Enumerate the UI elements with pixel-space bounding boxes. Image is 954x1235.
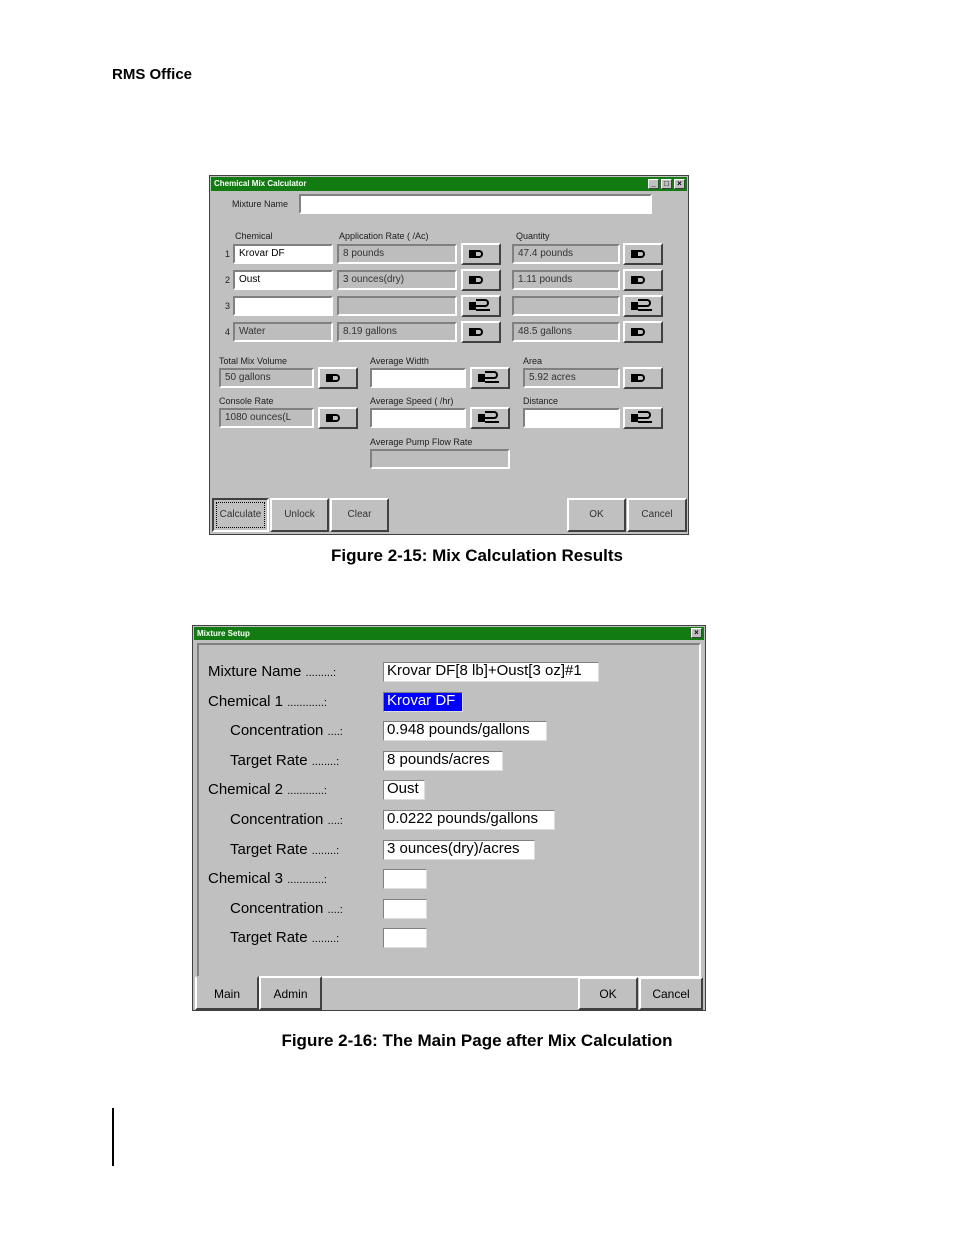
lock-open-icon	[631, 414, 638, 422]
minimize-icon[interactable]: _	[648, 179, 659, 189]
row-number: 3	[225, 301, 231, 311]
rate-2-lock-button[interactable]	[461, 269, 501, 291]
rate-2-field: 3 ounces(dry)	[337, 270, 457, 290]
area-lock-button[interactable]	[623, 367, 663, 389]
setup-field-label	[230, 752, 339, 769]
chemical-2-input[interactable]: Oust	[233, 270, 333, 290]
setup-field-label-dots: ........:	[311, 933, 340, 945]
setup-field-label-dots: ........:	[311, 845, 340, 857]
setup-field-value[interactable]	[383, 928, 427, 948]
close-icon[interactable]: ×	[674, 179, 685, 189]
setup-field-label-dots: ............:	[287, 874, 327, 886]
title-bar	[194, 627, 704, 640]
rate-1-lock-button[interactable]	[461, 243, 501, 265]
maximize-icon[interactable]: □	[661, 179, 672, 189]
area-label: Area	[523, 356, 543, 366]
quantity-4-lock-button[interactable]	[623, 321, 663, 343]
chemical-3-input[interactable]	[233, 296, 333, 316]
row-number: 1	[225, 249, 231, 259]
clear-button[interactable]: Clear	[330, 498, 389, 532]
chemical-column-header: Chemical	[235, 231, 273, 241]
distance-label: Distance	[523, 396, 559, 406]
setup-field-label	[208, 663, 336, 680]
average-speed-label: Average Speed ( /hr)	[370, 396, 454, 406]
average-width-unlock-button[interactable]	[470, 367, 510, 389]
setup-field-label-dots: ........:	[311, 756, 340, 768]
quantity-3-unlock-button[interactable]	[623, 295, 663, 317]
console-rate-field: 1080 ounces(L	[219, 408, 314, 428]
setup-field-label	[208, 693, 327, 710]
quantity-4-field: 48.5 gallons	[512, 322, 620, 342]
quantity-3-field	[512, 296, 620, 316]
chemical-4-field: Water	[233, 322, 333, 342]
window-title: Mixture Setup	[197, 629, 250, 638]
window-title: Chemical Mix Calculator	[214, 179, 307, 188]
mixture-name-input[interactable]	[299, 194, 652, 214]
lock-closed-icon	[469, 250, 476, 258]
quantity-2-field: 1.11 pounds	[512, 270, 620, 290]
setup-field-label	[230, 841, 339, 858]
quantity-2-lock-button[interactable]	[623, 269, 663, 291]
tab-main[interactable]: Main	[195, 976, 259, 1010]
lock-closed-icon	[631, 328, 638, 336]
setup-field-label-text: Target Rate	[230, 752, 308, 769]
setup-field-value[interactable]: Krovar DF	[383, 692, 463, 712]
setup-field-label-dots: ....:	[327, 904, 343, 916]
console-rate-lock-button[interactable]	[318, 407, 358, 429]
row-number: 4	[225, 327, 231, 337]
setup-field-value[interactable]: 0.948 pounds/gallons	[383, 721, 547, 741]
lock-open-icon	[478, 374, 485, 382]
figure-caption-2-16: Figure 2-16: The Main Page after Mix Calculation	[281, 1031, 673, 1050]
lock-open-icon	[631, 302, 638, 310]
setup-field-label-text: Concentration	[230, 900, 324, 917]
lock-closed-icon	[631, 374, 638, 382]
setup-field-label-dots: ............:	[287, 785, 327, 797]
rate-3-unlock-button[interactable]	[461, 295, 501, 317]
chemical-1-input[interactable]: Krovar DF	[233, 244, 333, 264]
tab-admin[interactable]: Admin	[259, 976, 322, 1010]
figure-caption-2-15: Figure 2-15: Mix Calculation Results	[331, 546, 623, 565]
title-bar	[211, 177, 687, 191]
setup-field-value[interactable]: 0.0222 pounds/gallons	[383, 810, 555, 830]
average-pump-flow-rate-label: Average Pump Flow Rate	[370, 437, 473, 447]
setup-field-label-text: Chemical 1	[208, 693, 284, 710]
quantity-1-field: 47.4 pounds	[512, 244, 620, 264]
ok-button[interactable]: OK	[567, 498, 626, 532]
margin-rule	[112, 1108, 114, 1166]
setup-field-label-text: Concentration	[230, 811, 324, 828]
average-speed-input[interactable]	[370, 408, 466, 428]
setup-field-label	[208, 870, 327, 887]
average-width-input[interactable]	[370, 368, 466, 388]
lock-closed-icon	[631, 276, 638, 284]
application-rate-column-header: Application Rate ( /Ac)	[339, 231, 429, 241]
lock-open-icon	[469, 302, 476, 310]
close-icon[interactable]: ×	[691, 628, 702, 638]
cancel-button[interactable]: Cancel	[639, 977, 703, 1010]
lock-closed-icon	[469, 328, 476, 336]
total-mix-lock-button[interactable]	[318, 367, 358, 389]
row-number: 2	[225, 275, 231, 285]
total-mix-volume-label: Total Mix Volume	[219, 356, 288, 366]
console-rate-label: Console Rate	[219, 396, 274, 406]
chemical-mix-calculator-window	[209, 175, 689, 535]
setup-field-value[interactable]: 8 pounds/acres	[383, 751, 503, 771]
setup-field-value[interactable]	[383, 899, 427, 919]
ok-button[interactable]: OK	[578, 977, 638, 1010]
average-width-label: Average Width	[370, 356, 429, 366]
setup-field-label-text: Mixture Name	[208, 663, 302, 680]
setup-field-value[interactable]: Krovar DF[8 lb]+Oust[3 oz]#1	[383, 662, 599, 682]
rate-1-field: 8 pounds	[337, 244, 457, 264]
quantity-column-header: Quantity	[516, 231, 550, 241]
distance-unlock-button[interactable]	[623, 407, 663, 429]
lock-open-icon	[478, 414, 485, 422]
setup-field-label-dots: ............:	[287, 697, 327, 709]
setup-field-label	[208, 781, 327, 798]
area-field: 5.92 acres	[523, 368, 620, 388]
setup-field-value[interactable]	[383, 869, 427, 889]
rate-4-field: 8.19 gallons	[337, 322, 457, 342]
cancel-button[interactable]: Cancel	[627, 498, 687, 532]
setup-field-value[interactable]: Oust	[383, 780, 425, 800]
setup-field-label-text: Concentration	[230, 722, 324, 739]
setup-field-label	[230, 722, 343, 739]
setup-field-label-text: Target Rate	[230, 929, 308, 946]
distance-input[interactable]	[523, 408, 620, 428]
setup-field-label	[230, 929, 339, 946]
setup-field-label-dots: .........:	[305, 667, 337, 679]
average-speed-unlock-button[interactable]	[470, 407, 510, 429]
total-mix-volume-field: 50 gallons	[219, 368, 314, 388]
setup-field-label-dots: ....:	[327, 815, 343, 827]
mixture-setup-window	[192, 625, 706, 1011]
setup-field-value[interactable]: 3 ounces(dry)/acres	[383, 840, 535, 860]
lock-closed-icon	[469, 276, 476, 284]
setup-field-label-text: Target Rate	[230, 841, 308, 858]
calculate-button[interactable]: Calculate	[212, 498, 269, 532]
rate-3-field	[337, 296, 457, 316]
quantity-1-lock-button[interactable]	[623, 243, 663, 265]
lock-closed-icon	[631, 250, 638, 258]
setup-field-label	[230, 811, 343, 828]
setup-field-label	[230, 900, 343, 917]
setup-field-label-text: Chemical 3	[208, 870, 284, 887]
mixture-name-label: Mixture Name	[232, 199, 289, 209]
page-header: RMS Office	[112, 66, 193, 83]
rate-4-lock-button[interactable]	[461, 321, 501, 343]
setup-field-label-text: Chemical 2	[208, 781, 284, 798]
lock-closed-icon	[326, 414, 333, 422]
setup-field-label-dots: ....:	[327, 726, 343, 738]
lock-closed-icon	[326, 374, 333, 382]
average-pump-flow-rate-field	[370, 449, 510, 469]
unlock-button[interactable]: Unlock	[270, 498, 329, 532]
